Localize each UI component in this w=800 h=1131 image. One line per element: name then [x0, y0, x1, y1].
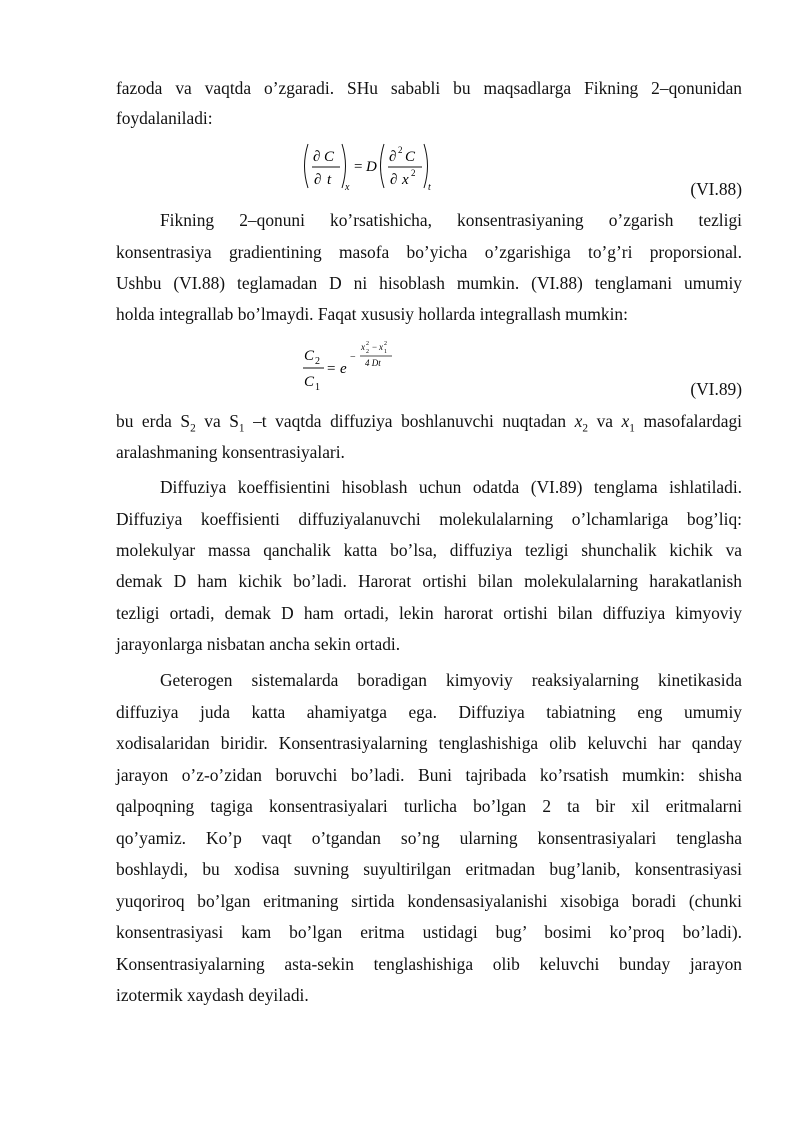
- text-line: yuqoriroq bo’lgan eritmaning sirtida kondensasiyalanishi xisobiga boradi (chunki: [116, 891, 742, 911]
- exp-subscript-1: 1: [384, 349, 387, 355]
- equals-sign: =: [327, 361, 336, 377]
- text-line: jarayonlarga nisbatan ancha sekin ortadi.: [116, 634, 401, 654]
- text-line: Geterogen sistemalarda boradigan kimyoviy reaksiyalarning kinetikasida: [160, 670, 742, 690]
- text-span: bu erda S: [116, 411, 191, 431]
- equation-vi89: [300, 334, 410, 394]
- superscript-2: 2: [398, 145, 403, 155]
- subscript: 2: [582, 422, 589, 435]
- eq-variable-c: C: [405, 149, 416, 165]
- eq-variable-c: C: [304, 374, 315, 390]
- equation-number: (VI.89): [690, 379, 742, 399]
- partial-symbol: ∂: [390, 172, 398, 188]
- eq-variable-t: t: [327, 172, 332, 188]
- text-line: boshlaydi, bu xodisa suvning suyultirilgan eritmadan bug’lanib, konsentrasiyasi: [116, 859, 742, 879]
- exp-superscript-2: 2: [384, 341, 387, 347]
- text-line: Diffuziya koeffisienti diffuziyalanuvchi molekulalarning o’lchamlariga bog’liq:: [116, 509, 742, 529]
- text-line: izotermik xaydash deyiladi.: [116, 985, 309, 1005]
- text-line: tezligi ortadi, demak D ham ortadi, lekin harorat ortishi bilan diffuziya kimyoviy: [116, 603, 742, 623]
- variable-x: x: [621, 411, 630, 431]
- exp-denominator: 4 Dt: [365, 358, 381, 368]
- text-line: demak D ham kichik bo’ladi. Harorat ortishi bilan molekulalarning harakatlanish: [116, 571, 742, 591]
- text-span: masofalardagi: [634, 411, 742, 431]
- text-line: xodisalaridan biridir. Konsentrasiyalarning tenglashishiga olib keluvchi har qanday: [116, 733, 742, 753]
- equals-sign: =: [354, 159, 363, 175]
- superscript-2: 2: [411, 168, 416, 178]
- equation-number: (VI.88): [690, 179, 742, 199]
- equation-vi88: [300, 140, 440, 196]
- text-line: Ushbu (VI.88) teglamadan D ni hisoblash mumkin. (VI.88) tenglamani umumiy: [116, 273, 742, 293]
- text-line: qalpoqning tagiga konsentrasiyalari turlicha bo’lgan 2 ta bir xil eritmalarni: [116, 796, 742, 816]
- partial-symbol: ∂: [313, 149, 321, 165]
- text-line: konsentrasiya gradientining masofa bo’yicha o’zgarishiga to’g’ri proporsional.: [116, 242, 742, 262]
- text-line: Diffuziya koeffisientini hisoblash uchun odatda (VI.89) tenglama ishlatiladi.: [160, 477, 742, 497]
- subscript: 1: [629, 422, 635, 435]
- eq-variable-d: D: [366, 159, 377, 175]
- exp-variable-x: x: [379, 342, 383, 352]
- text-line: konsentrasiyasi kam bo’lgan eritma ustidagi bug’ bosimi ko’proq bo’ladi).: [116, 922, 742, 942]
- minus-sign: −: [350, 352, 356, 363]
- subscript-x: x: [345, 182, 350, 193]
- subscript: 1: [238, 422, 245, 435]
- text-line: Konsentrasiyalarning asta-sekin tenglashishiga olib keluvchi bunday jarayon: [116, 954, 742, 974]
- text-span: va: [588, 411, 622, 431]
- exp-variable-x: x: [361, 342, 365, 352]
- text-span: –t vaqtda diffuziya boshlanuvchi nuqtadan: [244, 411, 575, 431]
- text-line: molekulyar massa qanchalik katta bo’lsa, diffuziya tezligi shunchalik kichik va: [116, 540, 742, 560]
- exp-subscript-2: 2: [366, 349, 369, 355]
- text-line: [116, 410, 742, 435]
- exponential-e: e: [340, 361, 347, 377]
- partial-symbol: ∂: [389, 149, 397, 165]
- text-span: va S: [195, 411, 239, 431]
- text-line: foydalaniladi:: [116, 108, 213, 128]
- text-line: jarayon o’z-o’zidan boruvchi bo’ladi. Buni tajribada ko’rsatish mumkin: shisha: [116, 765, 742, 785]
- eq-variable-c: C: [304, 348, 315, 364]
- partial-symbol: ∂: [314, 172, 322, 188]
- eq-variable-x: x: [402, 172, 409, 188]
- subscript: 2: [190, 422, 196, 435]
- text-line: Fikning 2–qonuni ko’rsatishicha, konsentrasiyaning o’zgarish tezligi: [160, 210, 742, 230]
- text-line: qo’yamiz. Ko’p vaqt o’tgandan so’ng ularning konsentrasiyalari tenglasha: [116, 828, 742, 848]
- subscript-2: 2: [315, 356, 320, 367]
- text-line: fazoda va vaqtda o’zgaradi. SHu sababli bu maqsadlarga Fikning 2–qonunidan: [116, 78, 742, 98]
- exp-superscript-2: 2: [366, 341, 369, 347]
- exp-minus: −: [372, 342, 378, 352]
- subscript-1: 1: [315, 382, 320, 393]
- text-line: diffuziya juda katta ahamiyatga ega. Diffuziya tabiatning eng umumiy: [116, 702, 742, 722]
- variable-x: x: [574, 411, 583, 431]
- eq-variable-c: C: [324, 149, 335, 165]
- text-line: holda integrallab bo’lmaydi. Faqat xususiy hollarda integrallash mumkin:: [116, 304, 628, 324]
- text-line: aralashmaning konsentrasiyalari.: [116, 442, 345, 462]
- subscript-t: t: [428, 182, 431, 193]
